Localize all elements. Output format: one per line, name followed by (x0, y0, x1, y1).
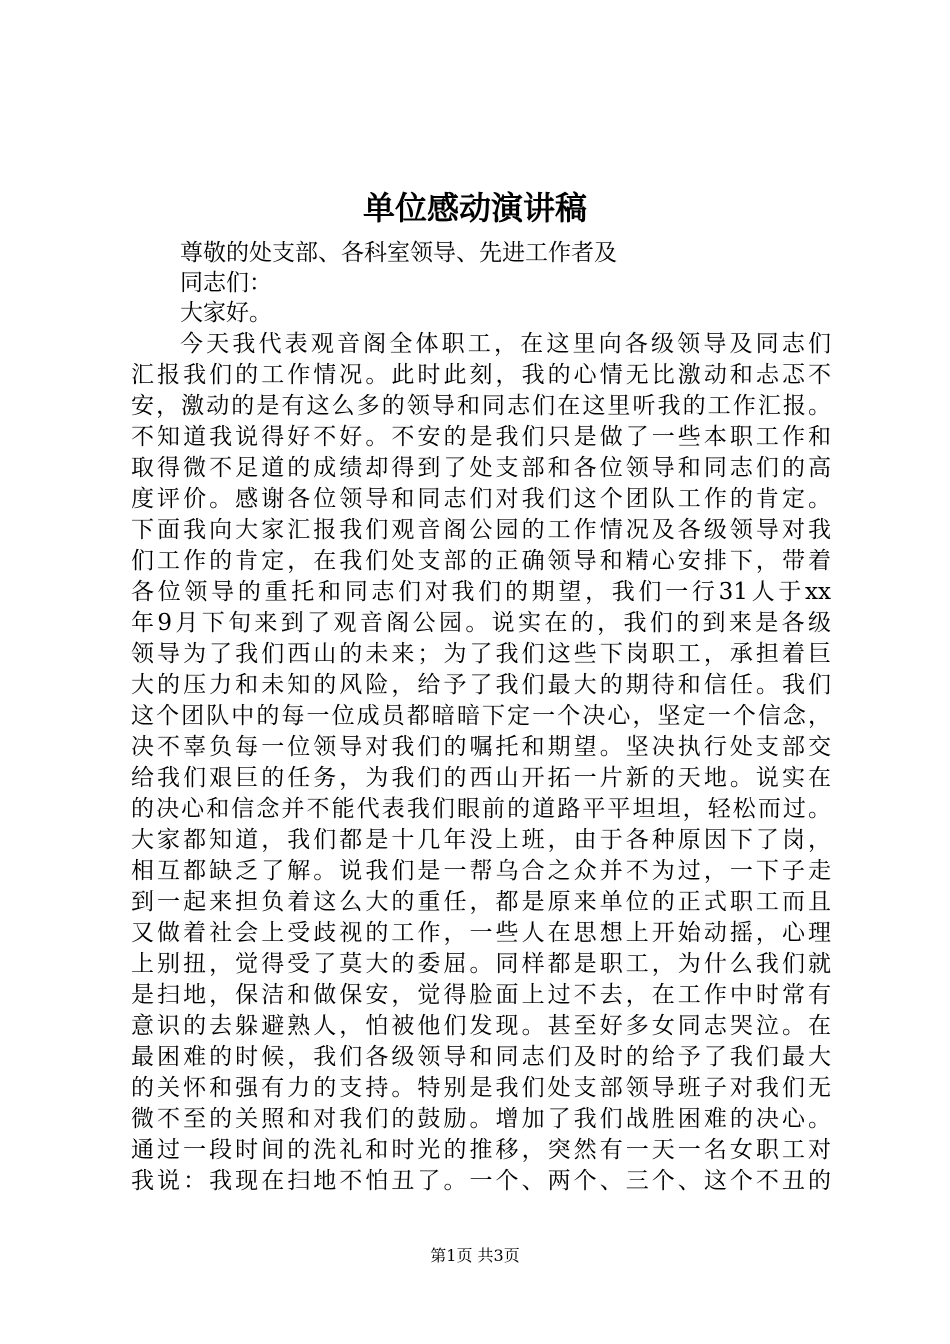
paragraph-line: 大家都知道，我们都是十几年没上班，由于各种原因下了岗， (131, 827, 831, 853)
paragraph-line: 意识的去躲避熟人，怕被他们发现。甚至好多女同志哭泣。在 (131, 1013, 831, 1039)
greeting-line: 大家好。 (180, 300, 272, 326)
paragraph-line: 们工作的肯定，在我们处支部的正确领导和精心安排下，带着 (131, 548, 831, 574)
document-title: 单位感动演讲稿 (362, 189, 587, 227)
paragraph-line: 的关怀和强有力的支持。特别是我们处支部领导班子对我们无 (131, 1075, 831, 1101)
paragraph-line: 汇报我们的工作情况。此时此刻，我的心情无比激动和忐忑不 (131, 362, 831, 388)
paragraph-line: 是扫地，保洁和做保安，觉得脸面上过不去，在工作中时常有 (131, 982, 831, 1008)
paragraph-line: 今天我代表观音阁全体职工，在这里向各级领导及同志们 (180, 331, 831, 357)
paragraph-line: 下面我向大家汇报我们观音阁公园的工作情况及各级领导对我 (131, 517, 831, 543)
paragraph-line: 取得微不足道的成绩却得到了处支部和各位领导和同志们的高 (131, 455, 831, 481)
paragraph-line: 各位领导的重托和同志们对我们的期望，我们一行31人于xx (131, 579, 831, 605)
paragraph-line: 度评价。感谢各位领导和同志们对我们这个团队工作的肯定。 (131, 486, 831, 512)
greeting-line: 尊敬的处支部、各科室领导、先进工作者及 (180, 240, 617, 266)
page-footer: 第1页 共3页 (430, 1246, 520, 1265)
paragraph-line: 大的压力和未知的风险，给予了我们最大的期待和信任。我们 (131, 672, 831, 698)
paragraph-line: 通过一段时间的洗礼和时光的推移，突然有一天一名女职工对 (131, 1137, 831, 1163)
paragraph-line: 不知道我说得好不好。不安的是我们只是做了一些本职工作和 (131, 424, 831, 450)
paragraph-line: 年9月下旬来到了观音阁公园。说实在的，我们的到来是各级 (131, 610, 831, 636)
paragraph-line: 决不辜负每一位领导对我们的嘱托和期望。坚决执行处支部交 (131, 734, 831, 760)
paragraph-line: 到一起来担负着这么大的重任，都是原来单位的正式职工而且 (131, 889, 831, 915)
paragraph-line: 最困难的时候，我们各级领导和同志们及时的给予了我们最大 (131, 1044, 831, 1070)
paragraph-line: 上别扭，觉得受了莫大的委屈。同样都是职工，为什么我们就 (131, 951, 831, 977)
paragraph-line: 安，激动的是有这么多的领导和同志们在这里听我的工作汇报。 (131, 393, 831, 419)
paragraph-line: 相互都缺乏了解。说我们是一帮乌合之众并不为过，一下子走 (131, 858, 831, 884)
paragraph-line: 给我们艰巨的任务，为我们的西山开拓一片新的天地。说实在 (131, 765, 831, 791)
paragraph-line: 微不至的关照和对我们的鼓励。增加了我们战胜困难的决心。 (131, 1106, 831, 1132)
paragraph-line: 领导为了我们西山的未来；为了我们这些下岗职工，承担着巨 (131, 641, 831, 667)
paragraph-line: 这个团队中的每一位成员都暗暗下定一个决心，坚定一个信念， (131, 703, 831, 729)
paragraph-line: 的决心和信念并不能代表我们眼前的道路平平坦坦，轻松而过。 (131, 796, 831, 822)
paragraph-line: 我说：我现在扫地不怕丑了。一个、两个、三个、这个不丑的 (131, 1168, 831, 1194)
greeting-line: 同志们： (180, 270, 272, 296)
paragraph-line: 又做着社会上受歧视的工作，一些人在思想上开始动摇，心理 (131, 920, 831, 946)
